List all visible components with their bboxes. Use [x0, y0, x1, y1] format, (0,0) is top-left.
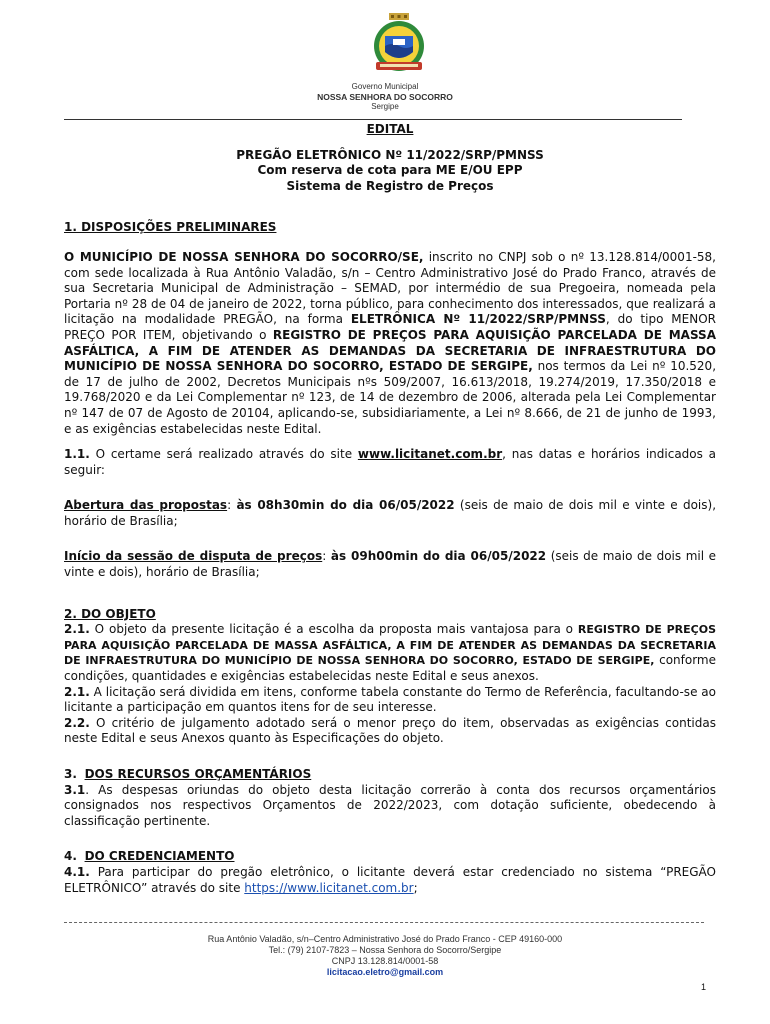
licitanet-link[interactable]: www.licitanet.com.br [357, 447, 503, 462]
municipal-coat-of-arms-logo [371, 12, 427, 78]
entity-name: O MUNICÍPIO DE NOSSA SENHORA DO SOCORRO/SE, [64, 249, 424, 264]
opening-label: Abertura das propostas [64, 498, 228, 513]
clause-2-1b [64, 685, 716, 716]
section-1-heading: 1. DISPOSIÇÕES PRELIMINARES [64, 220, 277, 235]
doc-subtitle-2: Com reserva de cota para ME E/OU EPP [257, 163, 523, 178]
footer-divider [64, 922, 704, 923]
gov-line-2: NOSSA SENHORA DO SOCORRO [317, 92, 453, 102]
clause-2-1 [64, 622, 716, 684]
gov-line-3: Sergipe [371, 102, 399, 111]
footer-address: Rua Antônio Valadão, s/n–Centro Administrativo José do Prado Franco - CEP 49160-000 [207, 934, 563, 944]
clause-number: 2.2. [64, 715, 90, 730]
text-span: . As despesas oriundas do objeto desta licitação correrão à conta dos recursos orçamentários consignados nos respectivos Orçamentos de 2022/2023, com dotação suficiente, obedecendo à classificação pertinente. [64, 782, 716, 828]
clause-number: 4.1. [64, 864, 90, 879]
header-divider [64, 119, 682, 120]
session-label: Início da sessão de disputa de preços [64, 549, 323, 564]
section-4-heading [64, 849, 716, 865]
page-number: 1 [700, 982, 706, 992]
clause-number: 2.1. [64, 622, 90, 637]
text-span: O certame será realizado através do site [89, 447, 358, 462]
text-span: ; [413, 880, 418, 895]
government-header [0, 82, 770, 112]
section-number: 3. [64, 767, 77, 781]
text-span: : [227, 498, 237, 513]
doc-title: EDITAL [366, 122, 414, 136]
footer-email[interactable]: licitacao.eletro@gmail.com [326, 967, 444, 977]
text-span: A licitação será dividida em itens, conforme tabela constante do Termo de Referência, facultando-se ao licitante a participação em quantos itens for de seu interesse. [64, 684, 716, 715]
bold-span: REGISTRO DE PREÇOS PARA AQUISIÇÃO PARCELADA DE MASSA ASFÁLTICA, A FIM DE ATENDER AS DEMANDAS DA SECRETARIA DE INFRAESTRUTURA DO MUNICÍPIO DE NOSSA SENHORA DO SOCORRO, ESTADO DE SERGIPE, [64, 623, 716, 668]
text-span: inscrito no CNPJ sob o nº 13.128.814/0001-58, com sede localizada à Rua Antônio Valadão, s/n – Centro Administrativo José do Prado Franco, através de sua Secretaria Municipal de Administração – SEMAD, por intermédio de sua Pregoeira, nomeada pela Portaria nº 28 de 04 de janeiro de 2022, torna público, para conhecimento dos interessados, que realizará a licitação na modalidade PREGÃO, na forma [64, 249, 716, 327]
clause-4-1 [64, 865, 716, 896]
text-span: conforme condições, quantidades e exigências estabelecidas neste Edital e seus anexos. [64, 653, 716, 684]
footer-cnpj: CNPJ 13.128.814/0001-58 [331, 956, 439, 966]
text-span: O critério de julgamento adotado será o menor preço do item, observadas as exigências contidas neste Edital e seus Anexos quanto às Especificações do objeto. [64, 715, 716, 746]
proposal-opening [64, 498, 716, 529]
doc-subtitle-1: PREGÃO ELETRÔNICO Nº 11/2022/SRP/PMNSS [236, 147, 544, 162]
section-4-title: DO CREDENCIAMENTO [84, 849, 235, 864]
clause-number: 3.1 [64, 782, 86, 797]
doc-subtitle-3: Sistema de Registro de Preços [286, 178, 494, 193]
clause-1-1 [64, 447, 716, 478]
text-span: (seis de maio de dois mil e vinte e dois), horário de Brasília; [64, 549, 717, 580]
footer-phone: Tel.: (79) 2107-7823 – Nossa Senhora do Socorro/Sergipe [268, 945, 502, 955]
text-span: : [322, 549, 331, 564]
section-3-title: DOS RECURSOS ORÇAMENTÁRIOS [84, 767, 312, 781]
document-footer [0, 934, 770, 978]
bold-span: REGISTRO DE PREÇOS PARA AQUISIÇÃO PARCELADA DE MASSA ASFÁLTICA, A FIM DE ATENDER AS DEMANDAS DA SECRETARIA DE INFRAESTRUTURA DO MUNICÍPIO DE NOSSA SENHORA DO SOCORRO, ESTADO DE SERGIPE, [64, 327, 716, 374]
text-span: , nas datas e horários indicados a seguir: [64, 447, 717, 477]
text-span: nos termos da Lei nº 10.520, de 17 de julho de 2002, Decretos Municipais nºs 509/2007, 16.613/2018, 19.274/2019, 17.350/2018 e 19.768/2020 e da Lei Complementar nº 123, de 14 de dezembro de 2006, alterada pela Lei Complementar nº 147 de 07 de Agosto de 20104, aplicando-se, subsidiariamente, a Lei nº 8.666, de 21 de junho de 1993, e as exigências estabelecidas neste Edital. [64, 359, 717, 436]
bidding-session-start [64, 549, 716, 580]
bold-span: ELETRÔNICA Nº 11/2022/SRP/PMNSS [350, 312, 606, 327]
clause-3-1 [64, 783, 716, 830]
gov-line-1: Governo Municipal [351, 82, 419, 91]
text-span: O objeto da presente licitação é a escolha da proposta mais vantajosa para o [89, 622, 578, 637]
section-1-paragraph [64, 250, 716, 437]
clause-number: 2.1. [64, 684, 90, 699]
section-2-heading: 2. DO OBJETO [64, 606, 156, 621]
text-span: , do tipo MENOR PREÇO POR ITEM, objetivando o [64, 312, 716, 342]
text-span: Para participar do pregão eletrônico, o licitante deverá estar credenciado no sistema “PREGÃO ELETRÔNICO” através do site [64, 864, 716, 895]
clause-2-2 [64, 716, 716, 747]
clause-number: 1.1. [64, 447, 90, 462]
section-3-heading [64, 767, 716, 783]
opening-datetime: às 08h30min do dia 06/05/2022 [236, 498, 455, 513]
session-datetime: às 09h00min do dia 06/05/2022 [330, 549, 547, 564]
text-span: (seis de maio de dois mil e vinte e dois), horário de Brasília; [64, 498, 717, 528]
section-number: 4. [64, 849, 77, 864]
document-body [64, 122, 716, 896]
licitanet-https-link[interactable]: https://www.licitanet.com.br [244, 880, 414, 895]
